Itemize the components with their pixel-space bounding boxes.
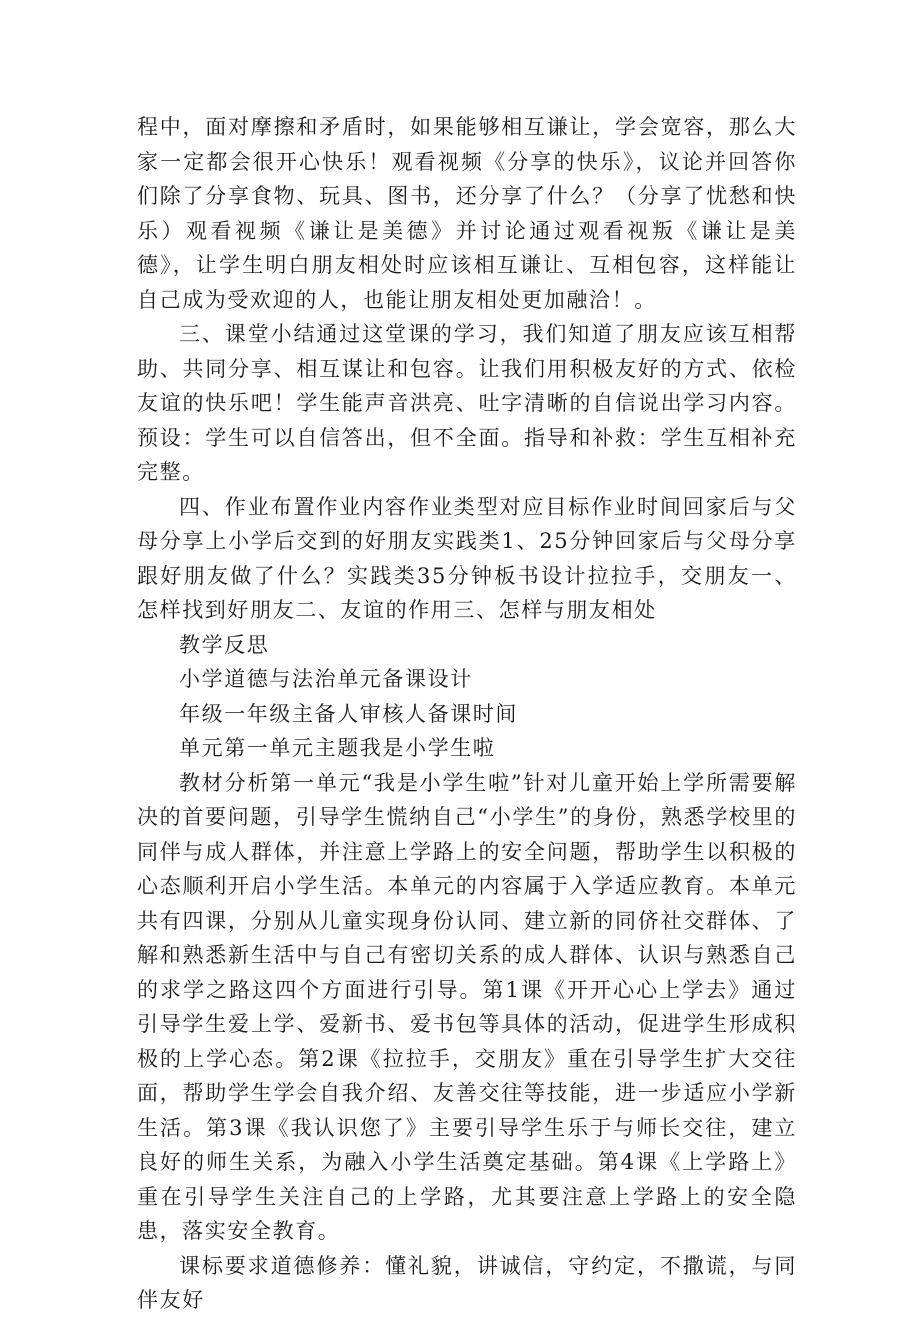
paragraph-homework: 四、作业布置作业内容作业类型对应目标作业时间回家后与父母分享上小学后交到的好朋友实践类1、25分钟回家后与父母分享跟好朋友做了什么？实践类35分钟板书设计拉拉手，交朋友一、怎样找到好朋友二、友谊的作用三、怎样与朋友相处	[137, 494, 797, 622]
paragraph-curriculum-requirements: 课标要求道德修养：懂礼貌，讲诚信，守约定，不撒谎，与同伴友好	[137, 1253, 797, 1312]
document-page	[137, 110, 797, 1318]
paragraph-class-summary: 三、课堂小结通过这堂课的学习，我们知道了朋友应该互相帮助、共同分享、相互谋让和包容。让我们用积极友好的方式、依检友谊的快乐吧！学生能声音洪亮、吐字清晰的自信说出学习内容。预设：学生可以自信答出，但不全面。指导和补救：学生互相补充完整。	[137, 322, 797, 484]
paragraph-continuation: 程中，面对摩擦和矛盾时，如果能够相互谦让，学会宽容，那么大家一定都会很开心快乐！观看视频《分享的快乐》，议论并回答你们除了分享食物、玩具、图书，还分享了什么？（分享了忧愁和快乐）观看视频《谦让是美德》并讨论通过观看视叛《谦让是美德》，让学生明白朋友相处时应该相互谦让、互相包容，这样能让自己成为受欢迎的人，也能让朋友相处更加融洽！。	[137, 115, 797, 312]
heading-teaching-reflection: 教学反思	[179, 632, 270, 657]
paragraph-material-analysis: 教材分析第一单元“我是小学生啦”针对儿童开始上学所需要解决的首要问题，引导学生慌纳自己“小学生”的身份，熟悉学校里的同伴与成人群体，并注意上学路上的安全问题，帮助学生以积极的心态顺利开启小学生活。本单元的内容属于入学适应教育。本单元共有四课，分别从儿童实现身份认同、建立新的同侪社交群体、了解和熟悉新生活中与自己有密切关系的成人群体、认识与熟悉自己的求学之路这四个方面进行引导。第1课《开开心心上学去》通过引导学生爱上学、爱新书、爱书包等具体的活动，促进学生形成积极的上学心态。第2课《拉拉手，交朋友》重在引导学生扩大交往面，帮助学生学会自我介绍、友善交往等技能，进一步适应小学新生活。第3课《我认识您了》主要引导学生乐于与师长交往，建立良好的师生关系，为融入小学生活奠定基础。第4课《上学路上》重在引导学生关注自己的上学路，尤其要注意上学路上的安全隐患，落实安全教育。	[137, 770, 797, 1243]
heading-unit-design: 小学道德与法治单元备课设计	[179, 667, 473, 691]
line-unit-theme: 单元第一单元主题我是小学生啦	[179, 736, 496, 760]
line-grade-info: 年级一年级主备人审核人备课时间	[179, 701, 518, 726]
